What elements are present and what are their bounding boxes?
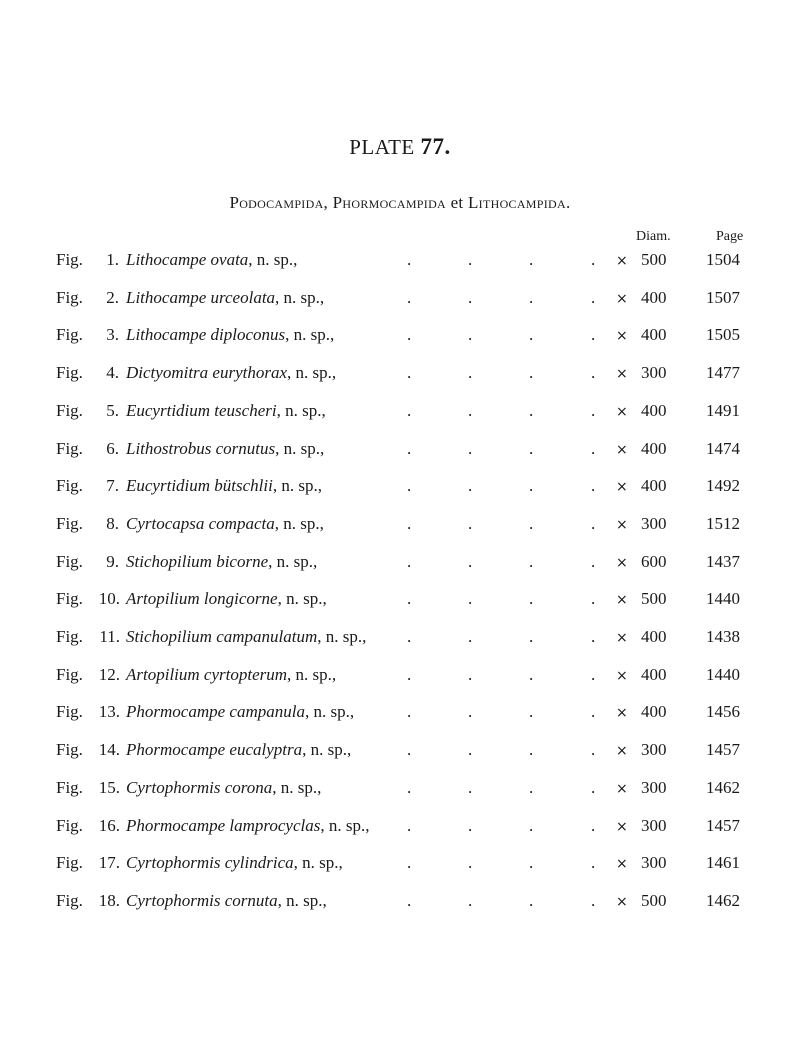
magnification: 400 (641, 438, 667, 458)
leader-dot: . (591, 325, 596, 345)
leader-dot: . (529, 664, 534, 684)
species-description (126, 740, 351, 760)
figure-entry (0, 288, 800, 314)
leader-dot: . (468, 702, 473, 722)
plate-label: PLATE (349, 135, 415, 159)
figure-entry (0, 665, 800, 691)
page-number: 1477 (706, 363, 740, 383)
leader-dot: . (591, 664, 596, 684)
magnification: 500 (641, 250, 667, 269)
species-name: Cyrtophormis cylindrica (126, 853, 294, 873)
fig-number: 13. (98, 702, 120, 722)
magnification: 300 (641, 815, 667, 835)
species-name: Phormocampe eucalyptra (126, 740, 303, 760)
species-name: Dictyomitra eurythorax (126, 363, 287, 383)
species-suffix: , n. sp., (293, 853, 343, 873)
species-name: Lithocampe diploconus (126, 325, 286, 345)
column-header-diam: Diam. (636, 229, 671, 244)
leader-dot: . (591, 287, 596, 307)
leader-dot: . (529, 551, 534, 571)
species-suffix: , n. sp., (317, 627, 367, 646)
species-description (126, 778, 321, 798)
species-description (126, 552, 317, 572)
leader-dot: . (591, 438, 596, 458)
magnification: 400 (641, 476, 667, 496)
fig-number: 7. (106, 476, 119, 496)
leader-dot: . (529, 250, 534, 269)
leader-dot: . (468, 287, 473, 307)
page-number: 1440 (706, 589, 740, 609)
fig-label: Fig. (56, 627, 83, 646)
figure-entry (0, 250, 800, 276)
magnification: 400 (641, 400, 667, 420)
species-name: Cyrtophormis cornuta (126, 890, 278, 910)
fig-label: Fig. (56, 589, 83, 609)
species-description (126, 250, 297, 270)
fig-number: 6. (106, 438, 119, 458)
fig-label: Fig. (56, 890, 83, 910)
species-name: Stichopilium campanulatum (126, 627, 318, 646)
leader-dot: . (407, 438, 412, 458)
figure-entry (0, 702, 800, 728)
fig-number: 8. (106, 513, 119, 533)
fig-number: 1. (106, 250, 119, 269)
species-name: Cyrtocapsa compacta (126, 513, 275, 533)
leader-dot: . (529, 815, 534, 835)
species-name: Cyrtophormis corona (126, 777, 273, 797)
leader-dot: . (468, 664, 473, 684)
fig-number: 5. (106, 400, 119, 420)
page-number: 1492 (706, 476, 740, 496)
multiply-sign: × (616, 592, 628, 609)
multiply-sign: × (616, 856, 628, 873)
magnification: 400 (641, 664, 667, 684)
leader-dot: . (468, 438, 473, 458)
leader-dot: . (468, 890, 473, 910)
fig-number: 14. (98, 740, 120, 760)
species-name: Lithocampe urceolata (126, 287, 276, 307)
multiply-sign: × (616, 366, 628, 383)
leader-dot: . (591, 815, 596, 835)
multiply-sign: × (616, 705, 628, 722)
figure-entry (0, 816, 800, 842)
leader-dot: . (591, 363, 596, 383)
species-name: Artopilium cyrtopterum (126, 664, 288, 684)
page-number: 1474 (706, 438, 740, 458)
species-suffix: , n. sp., (275, 438, 325, 458)
leader-dot: . (529, 589, 534, 609)
species-suffix: , n. sp., (274, 513, 324, 533)
subtitle-families: Podocampida, Phormocampida (229, 193, 446, 212)
species-description (126, 665, 336, 685)
page-number: 1456 (706, 702, 740, 722)
multiply-sign: × (616, 479, 628, 496)
fig-label: Fig. (56, 400, 83, 420)
page-number: 1505 (706, 325, 740, 345)
leader-dot: . (591, 740, 596, 760)
leader-dot: . (591, 890, 596, 910)
species-description (126, 853, 343, 873)
leader-dot: . (591, 476, 596, 496)
leader-dot: . (407, 589, 412, 609)
species-name: Lithocampe ovata (126, 250, 249, 269)
fig-number: 15. (98, 777, 120, 797)
leader-dot: . (407, 363, 412, 383)
magnification: 300 (641, 363, 667, 383)
leader-dot: . (468, 325, 473, 345)
leader-dot: . (468, 853, 473, 873)
species-description (126, 891, 327, 911)
leader-dot: . (407, 627, 412, 646)
multiply-sign: × (616, 818, 628, 835)
species-suffix: , n. sp., (272, 777, 322, 797)
leader-dot: . (529, 853, 534, 873)
leader-dot: . (407, 513, 412, 533)
page-number: 1491 (706, 400, 740, 420)
species-name: Phormocampe campanula (126, 702, 305, 722)
species-name: Eucyrtidium teuscheri (126, 400, 277, 420)
fig-label: Fig. (56, 664, 83, 684)
leader-dot: . (407, 287, 412, 307)
leader-dot: . (529, 740, 534, 760)
figure-entry (0, 853, 800, 879)
page-number: 1462 (706, 890, 740, 910)
fig-label: Fig. (56, 740, 83, 760)
fig-number: 17. (98, 853, 120, 873)
multiply-sign: × (616, 328, 628, 345)
leader-dot: . (407, 815, 412, 835)
page-number: 1440 (706, 664, 740, 684)
figure-entry (0, 552, 800, 578)
plate-subtitle (0, 193, 800, 213)
fig-number: 12. (98, 664, 120, 684)
fig-label: Fig. (56, 287, 83, 307)
species-name: Stichopilium bicorne (126, 551, 269, 571)
species-description (126, 439, 324, 459)
magnification: 600 (641, 551, 667, 571)
fig-label: Fig. (56, 853, 83, 873)
fig-number: 16. (98, 815, 120, 835)
species-suffix: , n. sp., (302, 740, 352, 760)
multiply-sign: × (616, 290, 628, 307)
page-number: 1438 (706, 627, 740, 646)
species-name: Eucyrtidium bütschlii (126, 476, 273, 496)
leader-dot: . (529, 627, 534, 646)
multiply-sign: × (616, 743, 628, 760)
species-suffix: , n. sp., (277, 589, 327, 609)
subtitle-family-last: Lithocampida. (468, 193, 571, 212)
leader-dot: . (529, 777, 534, 797)
fig-number: 9. (106, 551, 119, 571)
leader-dot: . (468, 363, 473, 383)
species-suffix: , n. sp., (285, 325, 335, 345)
fig-number: 10. (98, 589, 120, 609)
figure-entry (0, 514, 800, 540)
multiply-sign: × (616, 893, 628, 910)
leader-dot: . (407, 476, 412, 496)
figure-entry (0, 627, 800, 653)
magnification: 400 (641, 325, 667, 345)
leader-dot: . (407, 777, 412, 797)
page-number: 1512 (706, 513, 740, 533)
species-suffix: , n. sp., (320, 815, 370, 835)
leader-dot: . (407, 853, 412, 873)
leader-dot: . (407, 740, 412, 760)
magnification: 300 (641, 513, 667, 533)
multiply-sign: × (616, 554, 628, 571)
figure-entry (0, 363, 800, 389)
leader-dot: . (591, 627, 596, 646)
species-description (126, 288, 324, 308)
leader-dot: . (529, 325, 534, 345)
leader-dot: . (529, 702, 534, 722)
figure-entry (0, 740, 800, 766)
species-suffix: , n. sp., (277, 890, 327, 910)
fig-label: Fig. (56, 551, 83, 571)
fig-number: 3. (106, 325, 119, 345)
column-header-page: Page (716, 229, 744, 244)
leader-dot: . (591, 589, 596, 609)
page-number: 1457 (706, 815, 740, 835)
leader-dot: . (468, 815, 473, 835)
plate-title (0, 134, 800, 160)
fig-label: Fig. (56, 777, 83, 797)
figure-entry (0, 778, 800, 804)
fig-number: 4. (106, 363, 119, 383)
leader-dot: . (468, 400, 473, 420)
page-number: 1507 (706, 287, 740, 307)
multiply-sign: × (616, 630, 628, 646)
leader-dot: . (529, 890, 534, 910)
multiply-sign: × (616, 780, 628, 797)
fig-label: Fig. (56, 476, 83, 496)
figure-entry (0, 439, 800, 465)
species-suffix: , n. sp., (272, 476, 322, 496)
leader-dot: . (529, 438, 534, 458)
leader-dot: . (529, 513, 534, 533)
fig-number: 2. (106, 287, 119, 307)
magnification: 300 (641, 740, 667, 760)
fig-label: Fig. (56, 702, 83, 722)
species-description (126, 476, 322, 496)
leader-dot: . (468, 777, 473, 797)
leader-dot: . (529, 363, 534, 383)
fig-label: Fig. (56, 250, 83, 269)
magnification: 400 (641, 702, 667, 722)
species-description (126, 702, 354, 722)
leader-dot: . (468, 551, 473, 571)
multiply-sign: × (616, 441, 628, 458)
fig-label: Fig. (56, 815, 83, 835)
leader-dot: . (591, 400, 596, 420)
figure-entry (0, 325, 800, 351)
leader-dot: . (591, 777, 596, 797)
fig-label: Fig. (56, 363, 83, 383)
leader-dot: . (529, 287, 534, 307)
multiply-sign: × (616, 403, 628, 420)
species-description (126, 514, 324, 534)
species-description (126, 325, 334, 345)
species-suffix: , n. sp., (268, 551, 318, 571)
magnification: 500 (641, 890, 667, 910)
species-description (126, 816, 369, 836)
magnification: 500 (641, 589, 667, 609)
page-number: 1461 (706, 853, 740, 873)
leader-dot: . (468, 250, 473, 269)
page-number: 1437 (706, 551, 740, 571)
species-suffix: , n. sp., (248, 250, 298, 269)
figure-entry (0, 891, 800, 917)
leader-dot: . (407, 890, 412, 910)
species-suffix: , n. sp., (287, 363, 337, 383)
leader-dot: . (468, 476, 473, 496)
page-number: 1457 (706, 740, 740, 760)
leader-dot: . (591, 513, 596, 533)
leader-dot: . (591, 853, 596, 873)
page-number: 1462 (706, 777, 740, 797)
page-number: 1504 (706, 250, 740, 269)
species-suffix: , n. sp., (276, 400, 326, 420)
figure-entry (0, 401, 800, 427)
magnification: 400 (641, 287, 667, 307)
species-description (126, 627, 366, 647)
species-suffix: , n. sp., (304, 702, 355, 722)
leader-dot: . (407, 551, 412, 571)
species-suffix: , n. sp., (287, 664, 337, 684)
multiply-sign: × (616, 253, 628, 269)
magnification: 400 (641, 627, 667, 646)
leader-dot: . (407, 250, 412, 269)
fig-label: Fig. (56, 513, 83, 533)
species-description (126, 401, 326, 421)
magnification: 300 (641, 853, 667, 873)
leader-dot: . (529, 400, 534, 420)
leader-dot: . (468, 740, 473, 760)
figure-entry (0, 589, 800, 615)
figure-entry (0, 476, 800, 502)
leader-dot: . (468, 589, 473, 609)
plate-number: 77. (420, 134, 451, 159)
leader-dot: . (468, 513, 473, 533)
fig-label: Fig. (56, 325, 83, 345)
fig-number: 11. (99, 627, 120, 646)
fig-number: 18. (98, 890, 120, 910)
leader-dot: . (407, 664, 412, 684)
multiply-sign: × (616, 667, 628, 684)
leader-dot: . (468, 627, 473, 646)
species-name: Lithostrobus cornutus (126, 438, 276, 458)
species-name: Phormocampe lamprocyclas (126, 815, 321, 835)
subtitle-et: et (450, 193, 464, 212)
leader-dot: . (591, 551, 596, 571)
leader-dot: . (407, 702, 412, 722)
species-description (126, 363, 336, 383)
leader-dot: . (529, 476, 534, 496)
fig-label: Fig. (56, 438, 83, 458)
multiply-sign: × (616, 516, 628, 533)
magnification: 300 (641, 777, 667, 797)
species-name: Artopilium longicorne (126, 589, 278, 609)
leader-dot: . (591, 250, 596, 269)
species-description (126, 589, 327, 609)
leader-dot: . (407, 325, 412, 345)
leader-dot: . (407, 400, 412, 420)
leader-dot: . (591, 702, 596, 722)
species-suffix: , n. sp., (275, 287, 325, 307)
